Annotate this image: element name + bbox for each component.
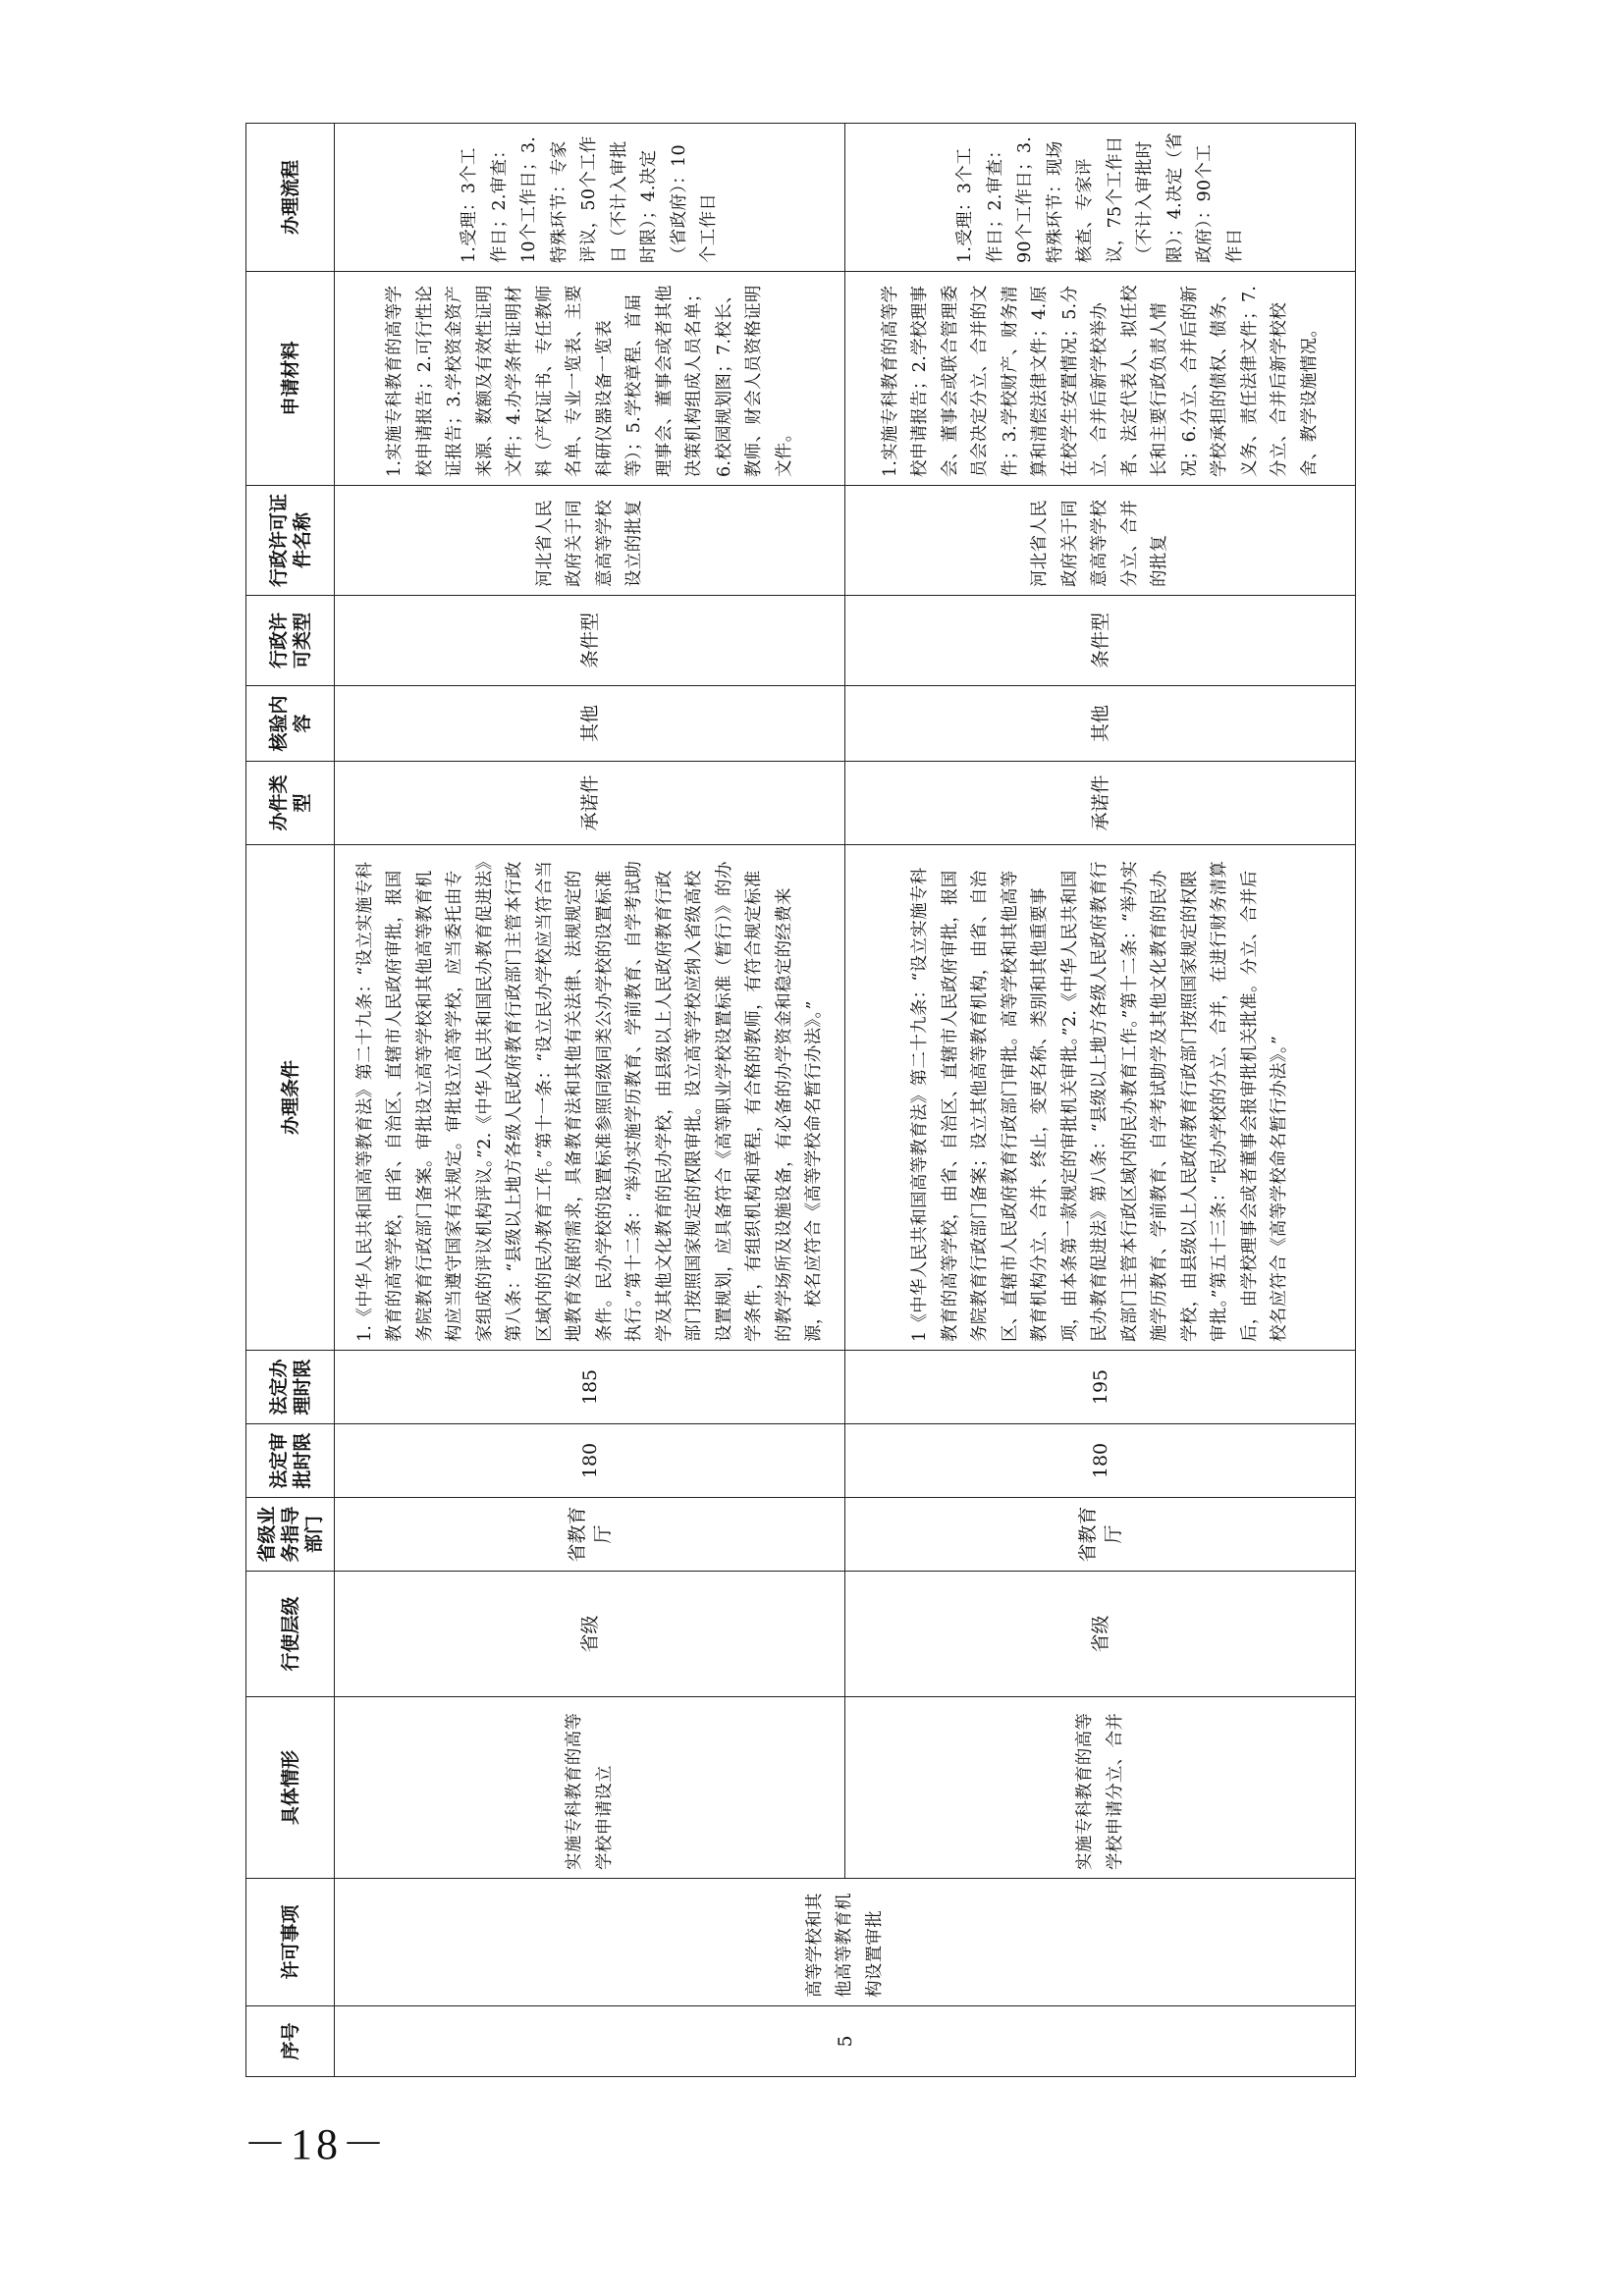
process-cell: 1.受理：3个工作日；2.审查：10个工作日；3.特殊环节：专家评议，50个工作日（不计入审批时限）；4.决定（省政府）：10个工作日 [335,124,845,272]
header-level: 行使层级 [246,1572,335,1697]
level-cell: 省级 [335,1572,845,1697]
header-verify: 核验内容 [246,686,335,762]
dept-cell: 省教育厅 [335,1498,845,1572]
legal-approval-cell: 180 [845,1424,1356,1498]
permit-table-area [245,132,1355,2077]
header-row [246,124,335,2077]
permit-table [245,123,1356,2077]
conditions-cell: 1《中华人民共和国高等教育法》第二十九条：“设立实施专科教育的高等学校，由省、自治区、直辖市人民政府审批，报国务院教育行政部门备案；设立其他高等教育机构，由省、自治区、直辖市人民政府教育行政部门审批。高等学校和其他高等教育机构分立、合并、终止，变更名称、类别和其他重要事项，由本条第一款规定的审批机关审批。”2.《中华人民共和国民办教育促进法》第八条：“县级以上地方各级人民政府教育行政部门主管本行政区域内的民办教育工作。”第十二条：“举办实施学历教育、学前教育、自学考试助学及其他文化教育的民办学校，由县级以上人民政府教育行政部门按照国家规定的权限审批。”第五十三条：“民办学校的分立、合并，在进行财务清算后，由学校理事会或者董事会报审批机关批准。分立、合并后校名应符合《高等学校命名暂行办法》。” [845,845,1356,1351]
legal-approval-cell: 180 [335,1424,845,1498]
header-legal-approval: 法定审批时限 [246,1424,335,1498]
dept-cell: 省教育厅 [845,1498,1356,1572]
header-cert-name: 行政许可证件名称 [246,486,335,596]
case-type-cell: 承诺件 [845,762,1356,845]
item-cell: 高等学校和其他高等教育机构设置审批 [335,1879,1356,2006]
legal-handling-cell: 185 [335,1351,845,1424]
table-row [845,124,1356,2077]
cert-name-cell: 河北省人民政府关于同意高等学校分立、合并的批复 [845,486,1356,596]
header-situation: 具体情形 [246,1697,335,1879]
header-process: 办理流程 [246,124,335,272]
header-seq: 序号 [246,2006,335,2077]
permit-type-cell: 条件型 [335,596,845,686]
header-permit-type: 行政许可类型 [246,596,335,686]
header-dept: 省级业务指导部门 [246,1498,335,1572]
header-case-type: 办件类型 [246,762,335,845]
case-type-cell: 承诺件 [335,762,845,845]
verify-cell: 其他 [335,686,845,762]
conditions-cell: 1.《中华人民共和国高等教育法》第二十九条：“设立实施专科教育的高等学校，由省、自治区、直辖市人民政府审批，报国务院教育行政部门备案。审批设立高等学校和其他高等教育机构应当遵守国家有关规定。审批设立高等学校，应当委托由专家组成的评议机构评议。”2.《中华人民共和国民办教育促进法》第八条：“县级以上地方各级人民政府教育行政部门主管本行政区域内的民办教育工作。”第十一条：“设立民办学校应当符合当地教育发展的需求，具备教育法和其他有关法律、法规规定的条件。民办学校的设置标准参照同级同类公办学校的设置标准执行。”第十二条：“举办实施学历教育、学前教育、自学考试助学及其他文化教育的民办学校，由县级以上人民政府教育行政部门按照国家规定的权限审批。设立高等学校应纳入省级高校设置规划，应具备符合《高等职业学校设置标准（暂行）》的办学条件，有组织机构和章程，有合格的教师，有符合规定标准的教学场所及设施设备，有必备的办学资金和稳定的经费来源，校名应符合《高等学校命名暂行办法》。” [335,845,845,1351]
situation-cell: 实施专科教育的高等学校申请设立 [335,1697,845,1879]
table-row [335,124,845,2077]
legal-handling-cell: 195 [845,1351,1356,1424]
header-legal-handling: 法定办理时限 [246,1351,335,1424]
materials-cell: 1.实施专科教育的高等学校申请报告；2.学校理事会、董事会或联合管理委员会决定分立、合并的文件；3.学校财产、财务清算和清偿法律文件；4.原在校学生安置情况；5.分立、合并后新学校举办者、法定代表人、拟任校长和主要行政负责人情况；6.分立、合并后的新学校承担的债权、债务、义务、责任法律文件；7.分立、合并后新学校校舍、教学设施情况。 [845,272,1356,486]
header-materials: 申请材料 [246,272,335,486]
cert-name-cell: 河北省人民政府关于同意高等学校设立的批复 [335,486,845,596]
header-conditions: 办理条件 [246,845,335,1351]
seq-cell: 5 [335,2006,1356,2077]
rotated-table-container [245,132,1355,2077]
page-number: －18－ [244,2120,389,2168]
process-cell: 1.受理：3个工作日；2.审查：90个工作日；3.特殊环节：现场核查、专家评议，75个工作日（不计入审批时限）；4.决定（省政府）：90个工作日 [845,124,1356,272]
verify-cell: 其他 [845,686,1356,762]
materials-cell: 1.实施专科教育的高等学校申请报告；2.可行性论证报告；3.学校资金资产来源、数额及有效性证明文件；4.办学条件证明材料（产权证书、专任教师名单、专业一览表、主要科研仪器设备一览表等）；5.学校章程、首届理事会、董事会或者其他决策机构组成人员名单；6.校园规划图；7.校长、教师、财会人员资格证明文件。 [335,272,845,486]
situation-cell: 实施专科教育的高等学校申请分立、合并 [845,1697,1356,1879]
header-item: 许可事项 [246,1879,335,2006]
level-cell: 省级 [845,1572,1356,1697]
permit-type-cell: 条件型 [845,596,1356,686]
